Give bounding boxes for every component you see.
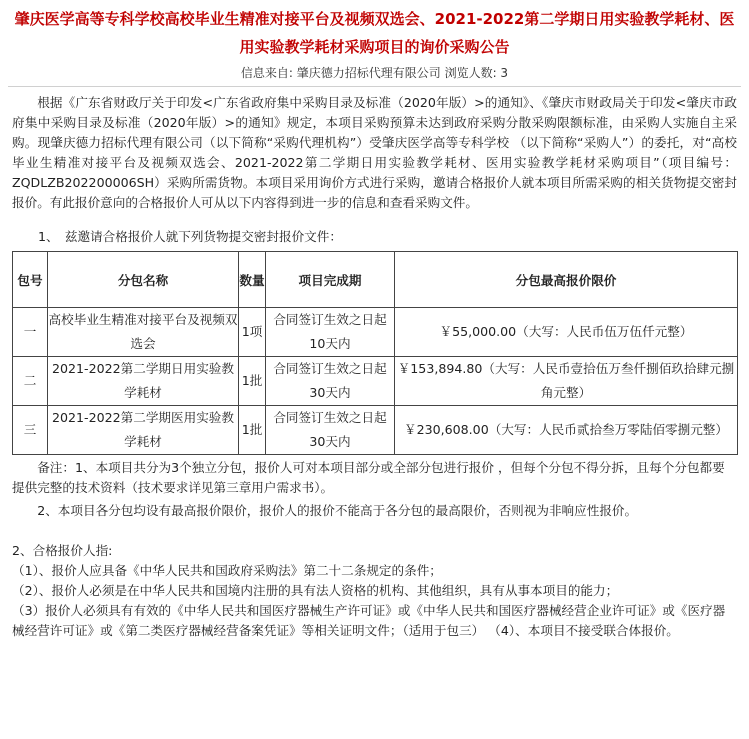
package-no: 三	[13, 406, 48, 455]
package-no: 一	[13, 308, 48, 357]
info-source: 信息来自: 肇庆德力招标代理有限公司 浏览人数: 3	[240, 66, 509, 80]
package-table	[12, 251, 738, 455]
section-1-heading: 1、 兹邀请合格报价人就下列货物提交密封报价文件：	[38, 229, 342, 244]
package-name: 2021-2022第二学期医用实验教学耗材	[48, 406, 239, 455]
package-qty: 1批	[239, 406, 266, 455]
package-name: 高校毕业生精准对接平台及视频双选会	[48, 308, 239, 357]
package-qty: 1批	[239, 357, 266, 406]
requirement-item: （3）报价人必须具有有效的《中华人民共和国医疗器械生产许可证》或《中华人民共和国医疗器械经营企业许可证》或《医疗器械经营许可证》或《第二类医疗器械经营备案凭证》等相关证明文件；（适用于包三） （4）、本项目不接受联合体报价。	[12, 603, 726, 638]
requirement-item: （1）、报价人应具备《中华人民共和国政府采购法》第二十二条规定的条件；	[12, 563, 442, 578]
intro-paragraph: 根据《广东省财政厅关于印发<广东省政府集中采购目录及标准（2020年版）>的通知》、《肇庆市财政局关于印发<肇庆市政府集中采购目录及标准（2020年版）>的通知》规定，本项目采购预算未达到政府采购分散采购限额标准，由采购人实施自主采购。现肇庆德力招标代理有限公司（以下简称“采购代理机构”）受肇庆医学高等专科学校 （以下简称“采购人”）的委托，对“高校毕业生精准对接平台及视频双选会、2021-2022第二学期日用实验教学耗材、医用实验教学耗材采购项目”（项目编号：ZQDLZB202200006SH）采购所需货物。本项目采用询价方式进行采购，邀请合格报价人就本项目所需采购的相关货物提交密封报价。有此报价意向的合格报价人可从以下内容得到进一步的信息和查看采购文件。	[12, 95, 737, 210]
package-period: 合同签订生效之日起30天内	[266, 406, 395, 455]
table-row	[13, 406, 738, 455]
header-package-no: 包号	[13, 252, 48, 308]
package-name: 2021-2022第二学期日用实验教学耗材	[48, 357, 239, 406]
table-row	[13, 308, 738, 357]
page-title: 肇庆医学高等专科学校高校毕业生精准对接平台及视频双选会、2021-2022第二学期日用实验教学耗材、医用实验教学耗材采购项目的询价采购公告	[14, 10, 735, 56]
package-qty: 1项	[239, 308, 266, 357]
header-price-limit: 分包最高报价限价	[395, 252, 738, 308]
header-package-name: 分包名称	[48, 252, 239, 308]
package-limit: ￥230,608.00（大写：人民币贰拾叁万零陆佰零捌元整）	[395, 406, 738, 455]
package-limit: ￥55,000.00（大写：人民币伍万伍仟元整）	[395, 308, 738, 357]
package-period: 合同签订生效之日起10天内	[266, 308, 395, 357]
divider	[8, 86, 741, 87]
note-2: 2、本项目各分包均设有最高报价限价，报价人的报价不能高于各分包的最高限价，否则视为非响应性报价。	[37, 503, 638, 518]
header-completion-period: 项目完成期	[266, 252, 395, 308]
requirement-item: （2）、报价人必须是在中华人民共和国境内注册的具有法人资格的机构、其他组织，具有从事本项目的能力；	[12, 583, 619, 598]
package-period: 合同签订生效之日起30天内	[266, 357, 395, 406]
package-limit: ￥153,894.80（大写：人民币壹拾伍万叁仟捌佰玖拾肆元捌角元整）	[395, 357, 738, 406]
header-quantity: 数量	[239, 252, 266, 308]
note-1: 备注：1、本项目共分为3个独立分包，报价人可对本项目部分或全部分包进行报价 ，但每个分包不得分拆，且每个分包都要提供完整的技术资料（技术要求详见第三章用户需求书）。	[12, 460, 725, 495]
requirements-heading: 2、合格报价人指:	[12, 543, 113, 558]
package-no: 二	[13, 357, 48, 406]
table-header-row	[13, 252, 738, 308]
table-row	[13, 357, 738, 406]
